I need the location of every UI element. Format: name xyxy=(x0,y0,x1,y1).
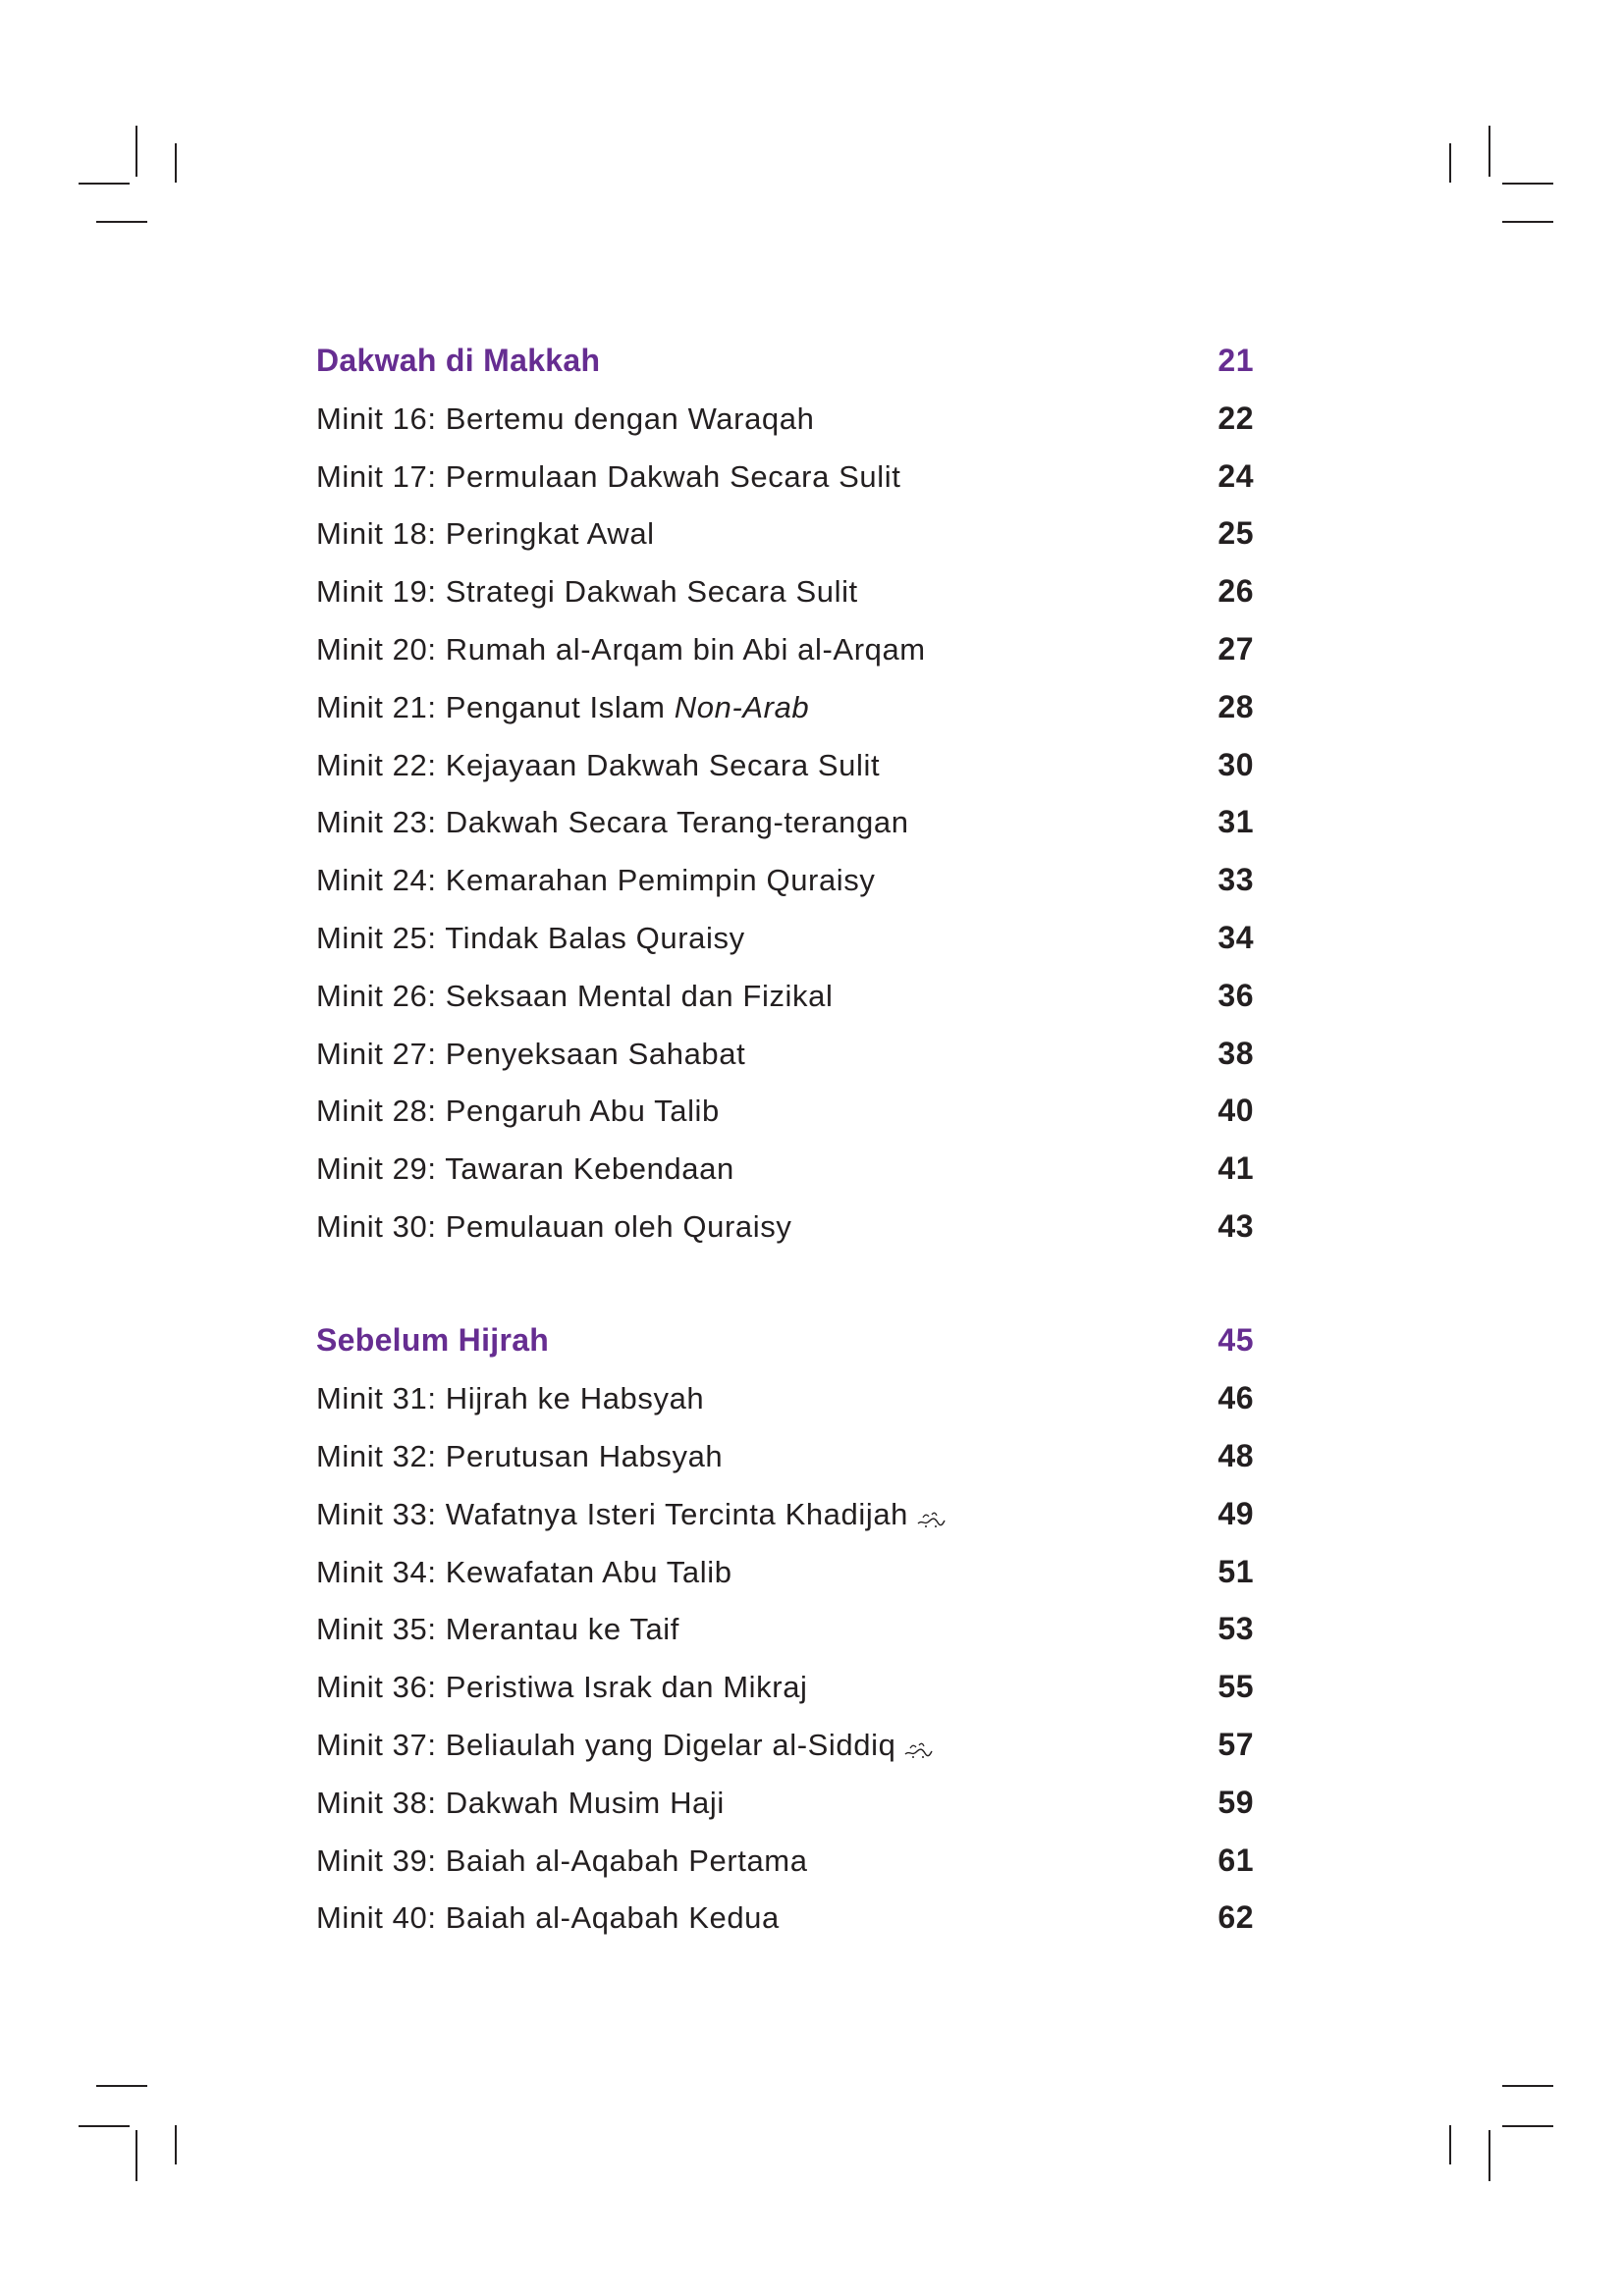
toc-entry-title: Minit 28: Pengaruh Abu Talib xyxy=(316,1093,720,1128)
crop-mark xyxy=(1449,2125,1451,2164)
toc-entry[interactable] xyxy=(316,1600,1254,1658)
toc-entry[interactable] xyxy=(316,793,1254,851)
toc-entry-title: Minit 39: Baiah al-Aqabah Pertama xyxy=(316,1842,808,1878)
calligraphy-honorific-icon xyxy=(916,1509,946,1528)
section-title: Dakwah di Makkah xyxy=(316,343,601,378)
toc-entry-title: Minit 26: Seksaan Mental dan Fizikal xyxy=(316,978,834,1013)
crop-mark xyxy=(1489,2130,1490,2181)
toc-entry-page: 43 xyxy=(1218,1208,1254,1244)
toc-entry-page: 59 xyxy=(1218,1785,1254,1820)
toc-entry-title-italic: Non-Arab xyxy=(674,689,810,724)
crop-mark xyxy=(1489,126,1490,177)
section-heading-sebelum-hijrah[interactable] xyxy=(316,1311,1254,1369)
toc-entry[interactable] xyxy=(316,1543,1254,1601)
toc-entry-title: Minit 25: Tindak Balas Quraisy xyxy=(316,920,745,955)
toc-entry-title: Minit 23: Dakwah Secara Terang-terangan xyxy=(316,804,909,839)
toc-entry-page: 24 xyxy=(1218,458,1254,494)
toc-entry-title: Minit 19: Strategi Dakwah Secara Sulit xyxy=(316,573,858,609)
toc-entry-title: Minit 16: Bertemu dengan Waraqah xyxy=(316,400,815,436)
crop-mark xyxy=(1449,143,1451,183)
crop-mark xyxy=(135,126,137,177)
crop-mark xyxy=(1502,221,1553,223)
toc-entry-page: 57 xyxy=(1218,1727,1254,1762)
crop-mark xyxy=(1502,183,1553,185)
toc-entry-page: 30 xyxy=(1218,747,1254,782)
toc-entry-title xyxy=(316,690,809,725)
toc-entry-title: Minit 22: Kejayaan Dakwah Secara Sulit xyxy=(316,747,881,782)
section-heading-dakwah-di-makkah[interactable] xyxy=(316,332,1254,390)
toc-entry-title-text: Minit 33: Wafatnya Isteri Tercinta Khadijah xyxy=(316,1496,909,1531)
toc-entry-title: Minit 18: Peringkat Awal xyxy=(316,515,655,551)
toc-entry-page: 36 xyxy=(1218,978,1254,1013)
toc-entry[interactable] xyxy=(316,1198,1254,1255)
toc-entry-title: Minit 38: Dakwah Musim Haji xyxy=(316,1785,725,1820)
toc-entry[interactable] xyxy=(316,1889,1254,1947)
toc-entry[interactable] xyxy=(316,1082,1254,1140)
toc-entry-title: Minit 20: Rumah al-Arqam bin Abi al-Arqam xyxy=(316,631,926,667)
toc-entry-page: 62 xyxy=(1218,1899,1254,1935)
toc-entry-page: 34 xyxy=(1218,920,1254,955)
toc-entry-page: 28 xyxy=(1218,689,1254,724)
toc-entry-title: Minit 29: Tawaran Kebendaan xyxy=(316,1150,734,1186)
toc-entry-page: 40 xyxy=(1218,1093,1254,1128)
toc-entry[interactable] xyxy=(316,448,1254,506)
toc-entry[interactable] xyxy=(316,1427,1254,1485)
toc-entry-page: 22 xyxy=(1218,400,1254,436)
toc-entry[interactable] xyxy=(316,1832,1254,1890)
crop-mark xyxy=(175,2125,177,2164)
toc-entry-page: 51 xyxy=(1218,1554,1254,1589)
toc-entry[interactable] xyxy=(316,505,1254,562)
toc-entry-title: Minit 36: Peristiwa Israk dan Mikraj xyxy=(316,1669,808,1704)
crop-mark xyxy=(79,2125,130,2127)
toc-entry[interactable] xyxy=(316,1140,1254,1198)
toc-entry[interactable] xyxy=(316,1774,1254,1832)
toc-entry-page: 31 xyxy=(1218,804,1254,839)
toc-entry-page: 25 xyxy=(1218,515,1254,551)
toc-entry-title: Minit 24: Kemarahan Pemimpin Quraisy xyxy=(316,862,876,897)
toc-entry-page: 33 xyxy=(1218,862,1254,897)
toc-entry-title: Minit 17: Permulaan Dakwah Secara Sulit xyxy=(316,458,901,494)
crop-mark xyxy=(175,143,177,183)
toc-entry-page: 26 xyxy=(1218,573,1254,609)
toc-entry[interactable] xyxy=(316,1025,1254,1083)
toc-entry[interactable] xyxy=(316,390,1254,448)
section-title: Sebelum Hijrah xyxy=(316,1322,550,1358)
toc-entry-title xyxy=(316,1497,946,1532)
toc-entry[interactable] xyxy=(316,1369,1254,1427)
toc-entry[interactable] xyxy=(316,909,1254,967)
toc-entry[interactable] xyxy=(316,678,1254,736)
crop-mark xyxy=(96,2085,147,2087)
calligraphy-honorific-icon xyxy=(903,1739,933,1759)
crop-mark xyxy=(135,2130,137,2181)
toc-entry-title: Minit 35: Merantau ke Taif xyxy=(316,1611,679,1646)
toc-entry-title: Minit 40: Baiah al-Aqabah Kedua xyxy=(316,1899,780,1935)
toc-entry-page: 53 xyxy=(1218,1611,1254,1646)
toc-entry[interactable] xyxy=(316,851,1254,909)
section-page-number: 21 xyxy=(1218,343,1254,378)
toc-entry[interactable] xyxy=(316,1658,1254,1716)
toc-entry-page: 61 xyxy=(1218,1842,1254,1878)
crop-mark xyxy=(79,183,130,185)
toc-entry[interactable] xyxy=(316,736,1254,794)
toc-entry-title-text: Minit 37: Beliaulah yang Digelar al-Siddiq xyxy=(316,1727,896,1762)
toc-entry-page: 38 xyxy=(1218,1036,1254,1071)
crop-mark xyxy=(1502,2125,1553,2127)
toc-entry-title: Minit 30: Pemulauan oleh Quraisy xyxy=(316,1208,792,1244)
toc-entry-title xyxy=(316,1728,933,1763)
section-page-number: 45 xyxy=(1218,1322,1254,1358)
toc-entry[interactable] xyxy=(316,1716,1254,1774)
toc-entry[interactable] xyxy=(316,967,1254,1025)
toc-entry-title: Minit 34: Kewafatan Abu Talib xyxy=(316,1554,732,1589)
toc-entry[interactable] xyxy=(316,620,1254,678)
toc-entry-page: 41 xyxy=(1218,1150,1254,1186)
toc-entry-title: Minit 27: Penyeksaan Sahabat xyxy=(316,1036,746,1071)
toc-entry-title-roman: Minit 21: Penganut Islam xyxy=(316,689,675,724)
toc-entry-title: Minit 32: Perutusan Habsyah xyxy=(316,1438,724,1473)
toc-entry-page: 55 xyxy=(1218,1669,1254,1704)
toc-entry-page: 48 xyxy=(1218,1438,1254,1473)
toc-entry-page: 49 xyxy=(1218,1496,1254,1531)
toc-entry[interactable] xyxy=(316,562,1254,620)
toc-entry[interactable] xyxy=(316,1485,1254,1543)
toc-entry-page: 27 xyxy=(1218,631,1254,667)
toc-entry-title: Minit 31: Hijrah ke Habsyah xyxy=(316,1380,705,1415)
crop-mark xyxy=(96,221,147,223)
toc-entry-page: 46 xyxy=(1218,1380,1254,1415)
crop-mark xyxy=(1502,2085,1553,2087)
